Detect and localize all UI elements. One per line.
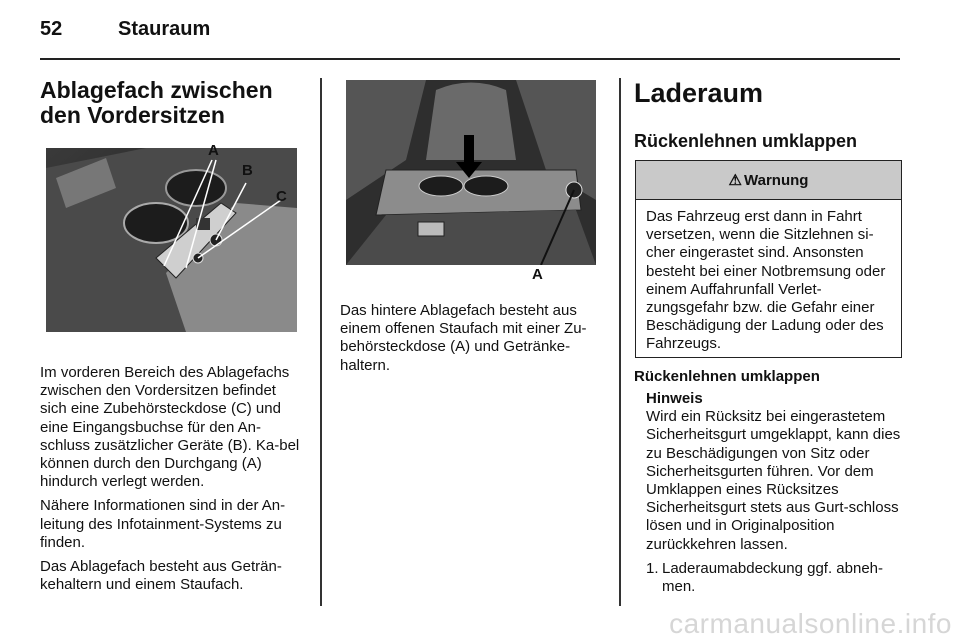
- warning-header: [636, 161, 901, 200]
- section-title: Stauraum: [118, 18, 211, 40]
- front-console-paragraph-3: Das Ablagefach besteht aus Geträn-kehaltern und einem Staufach.: [40, 558, 282, 594]
- warning-text: Das Fahrzeug erst dann in Fahrt versetzen, wenn die Sitzlehnen si-cher eingerastet sind. Ansonsten besteht bei einer Notbremsung oder einem Auffahrunfall Verlet-zungsgefahr bzw. die Gefahr einer Beschädigung der Ladung oder des Fahrzeugs.: [646, 208, 886, 353]
- step-1: [646, 560, 904, 596]
- column-cargo: [634, 78, 902, 108]
- warning-box: [635, 160, 902, 358]
- callout-b-front: B: [242, 162, 253, 179]
- fold-seats-heading-2: Rückenlehnen umklappen: [634, 368, 820, 385]
- rear-console-illustration: [346, 80, 596, 265]
- column-divider-1: [320, 78, 322, 606]
- watermark: carmanualsonline.info: [669, 608, 952, 639]
- front-console-photo: [46, 148, 297, 332]
- page-number: 52: [40, 18, 63, 40]
- callout-c-front: C: [276, 188, 287, 205]
- column-front-console: [40, 78, 304, 128]
- rear-console-text: [340, 302, 606, 381]
- callout-a-front: A: [208, 142, 219, 159]
- front-console-paragraph-2: Nähere Informationen sind in der An-leitung des Infotainment-Systems zu finden.: [40, 497, 286, 551]
- note-text: Wird ein Rücksitz bei eingerastetem Sicherheitsgurt umgeklappt, kann dies zu Beschädigungen von Sitz oder Sicherheitsgurten führen. Vor dem Umklappen eines Rücksitzes Sicherheitsgurt stets aus Gurt-schloss lösen und in Originalposition zurückkehren lassen.: [646, 408, 901, 553]
- front-console-illustration: [46, 148, 297, 332]
- cargo-heading: Laderaum: [634, 78, 764, 108]
- note-block: [646, 390, 904, 596]
- warning-title: Warnung: [744, 171, 809, 189]
- callout-a-rear: A: [532, 266, 543, 283]
- front-console-paragraph-1: Im vorderen Bereich des Ablagefachs zwischen den Vordersitzen befindet sich eine Zubehörsteckdose (C) und eine Eingangsbuchse für den An-schluss zusätzlicher Geräte (B). Ka-bel können durch den Durchgang (A) hindurch verlegt werden.: [40, 364, 300, 491]
- warning-icon: ⚠: [728, 172, 742, 189]
- front-console-text: [40, 364, 306, 600]
- rear-console-photo: [346, 80, 596, 265]
- front-console-heading: Ablagefach zwischen den Vordersitzen: [40, 77, 273, 128]
- fold-seats-heading: Rückenlehnen umklappen: [634, 131, 858, 151]
- step-number: 1.: [646, 559, 659, 577]
- fold-seats-heading-2-wrap: [634, 368, 820, 385]
- rear-console-paragraph: Das hintere Ablagefach besteht aus einem offenen Staufach mit einer Zu-behörsteckdose (A) und Getränke-haltern.: [340, 302, 587, 374]
- header-rule: [40, 58, 900, 60]
- column-divider-2: [619, 78, 621, 606]
- note-title: Hinweis: [646, 390, 703, 407]
- step-text: Laderaumabdeckung ggf. abneh-men.: [662, 559, 884, 596]
- fold-seats-heading-wrap: [634, 131, 857, 152]
